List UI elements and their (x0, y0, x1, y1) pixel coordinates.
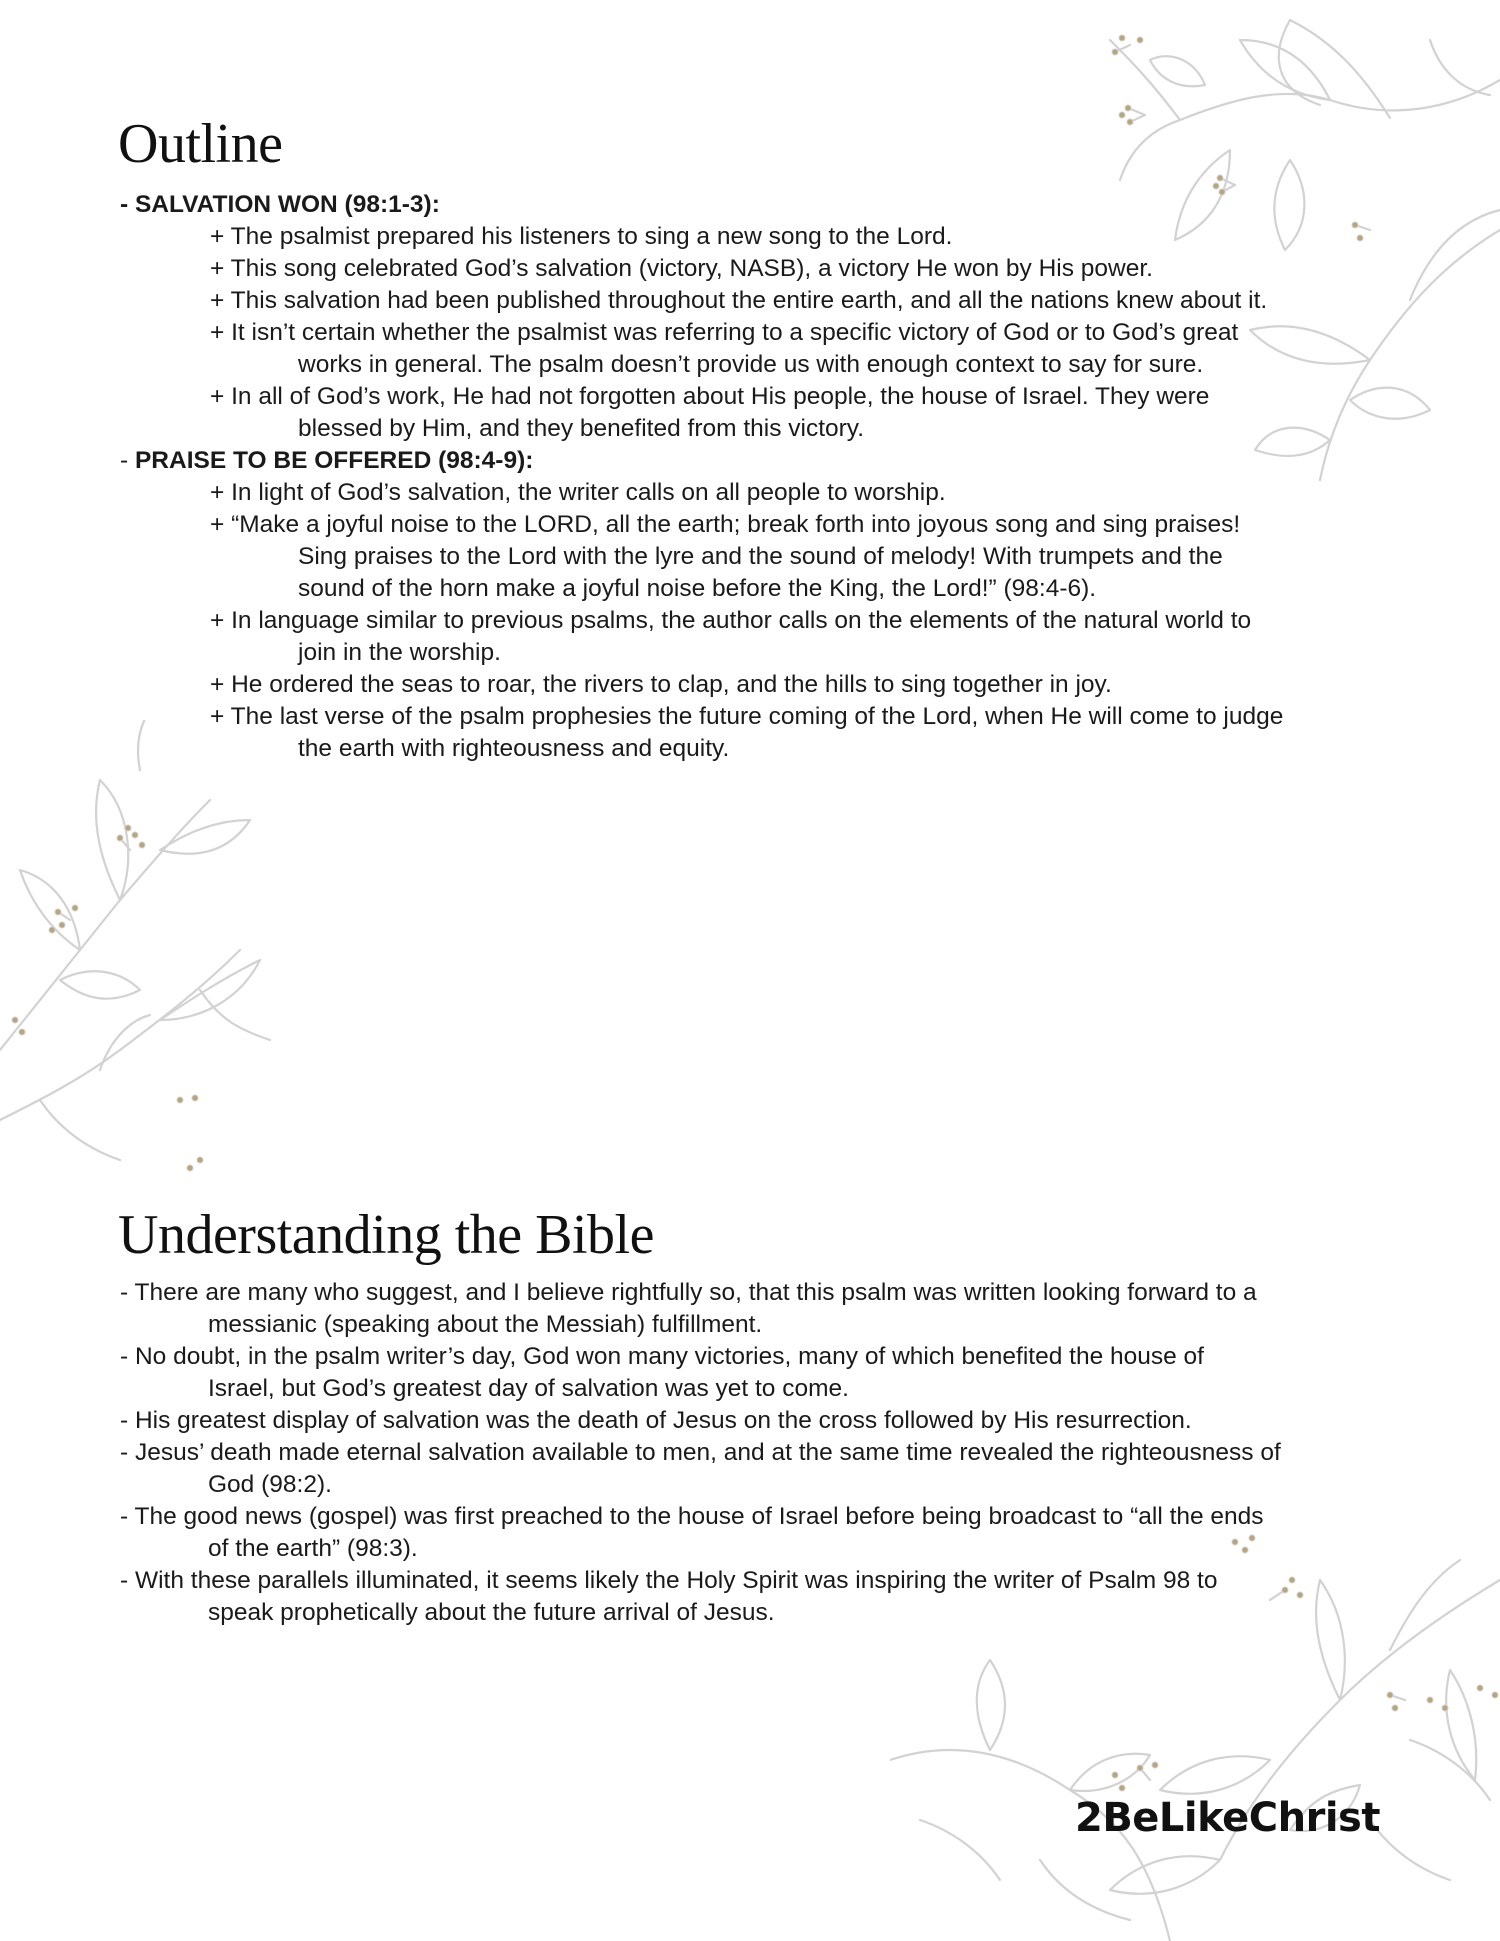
section-title: PRAISE TO BE OFFERED (98:4-9): (134, 447, 534, 474)
list-item-text: the earth with righteousness and equity. (298, 735, 730, 762)
list-item-text: messianic (speaking about the Messiah) fulfillment. (208, 1311, 763, 1338)
list-item-continuation (120, 349, 1390, 381)
foliage-left-decoration (0, 720, 320, 1190)
list-item-text: speak prophetically about the future arrival of Jesus. (208, 1599, 775, 1626)
list-item-text: + The last verse of the psalm prophesies the future coming of the Lord, when He will come to judge (210, 703, 1284, 730)
list-item-text: - His greatest display of salvation was the death of Jesus on the cross followed by His resurrection. (120, 1407, 1192, 1434)
list-item (120, 317, 1390, 349)
list-item-continuation (120, 573, 1390, 605)
list-item-text: + He ordered the seas to roar, the rivers to clap, and the hills to sing together in joy. (210, 671, 1112, 698)
list-item (120, 509, 1390, 541)
section-prefix: - (120, 191, 135, 218)
list-item (120, 477, 1390, 509)
list-item-text: - With these parallels illuminated, it seems likely the Holy Spirit was inspiring the writer of Psalm 98 to (120, 1567, 1218, 1594)
list-item-continuation (120, 1469, 1390, 1501)
section-heading-salvation-won (120, 189, 1390, 221)
list-item-text: join in the worship. (298, 639, 501, 666)
list-item (120, 605, 1390, 637)
list-item-text: works in general. The psalm doesn’t provide us with enough context to say for sure. (298, 351, 1204, 378)
list-item-text: Sing praises to the Lord with the lyre and the sound of melody! With trumpets and the (298, 543, 1223, 570)
section-heading-praise-to-be-offered (120, 445, 1390, 477)
list-item (120, 285, 1390, 317)
outline-heading: Outline (118, 113, 283, 175)
list-item-text: - There are many who suggest, and I believe rightfully so, that this psalm was written looking forward to a (120, 1279, 1257, 1306)
section-title: SALVATION WON (98:1-3): (134, 191, 440, 218)
list-item-text: + In language similar to previous psalms, the author calls on the elements of the natural world to (210, 607, 1252, 634)
list-item-text: + In light of God’s salvation, the writer calls on all people to worship. (210, 479, 946, 506)
list-item-text: - Jesus’ death made eternal salvation available to men, and at the same time revealed the righteousness of (120, 1439, 1281, 1466)
list-item-continuation (120, 1373, 1390, 1405)
understanding-heading: Understanding the Bible (118, 1204, 654, 1266)
list-item-text: sound of the horn make a joyful noise before the King, the Lord!” (98:4-6). (298, 575, 1097, 602)
list-item-text: + It isn’t certain whether the psalmist was referring to a specific victory of God or to God’s great (210, 319, 1239, 346)
outline-list (120, 189, 1390, 765)
list-item-continuation (120, 1309, 1390, 1341)
list-item-text: of the earth” (98:3). (208, 1535, 418, 1562)
list-item-continuation (120, 1533, 1390, 1565)
list-item-text: + This salvation had been published throughout the entire earth, and all the nations knew about it. (210, 287, 1268, 314)
list-item-text: + “Make a joyful noise to the LORD, all the earth; break forth into joyous song and sing praises! (210, 511, 1241, 538)
list-item-text: + The psalmist prepared his listeners to sing a new song to the Lord. (210, 223, 953, 250)
list-item-text: + This song celebrated God’s salvation (victory, NASB), a victory He won by His power. (210, 255, 1153, 282)
list-item (120, 1405, 1390, 1437)
list-item (120, 1501, 1390, 1533)
understanding-list (120, 1277, 1390, 1629)
list-item (120, 381, 1390, 413)
list-item-text: - The good news (gospel) was first preached to the house of Israel before being broadcast to “all the ends (120, 1503, 1264, 1530)
list-item (120, 253, 1390, 285)
list-item-continuation (120, 413, 1390, 445)
list-item-continuation (120, 1597, 1390, 1629)
section-prefix: - (120, 447, 135, 474)
list-item-continuation (120, 637, 1390, 669)
list-item-text: God (98:2). (208, 1471, 332, 1498)
list-item-text: Israel, but God’s greatest day of salvation was yet to come. (208, 1375, 849, 1402)
list-item-text: + In all of God’s work, He had not forgotten about His people, the house of Israel. They were (210, 383, 1210, 410)
list-item (120, 1437, 1390, 1469)
list-item (120, 1341, 1390, 1373)
brand-logo-text: 2BeLikeChrist (1074, 1795, 1380, 1841)
list-item (120, 221, 1390, 253)
list-item (120, 1565, 1390, 1597)
list-item (120, 669, 1390, 701)
list-item-continuation (120, 541, 1390, 573)
list-item-continuation (120, 733, 1390, 765)
list-item-text: - No doubt, in the psalm writer’s day, God won many victories, many of which benefited the house of (120, 1343, 1204, 1370)
list-item (120, 1277, 1390, 1309)
list-item (120, 701, 1390, 733)
list-item-text: blessed by Him, and they benefited from this victory. (298, 415, 865, 442)
